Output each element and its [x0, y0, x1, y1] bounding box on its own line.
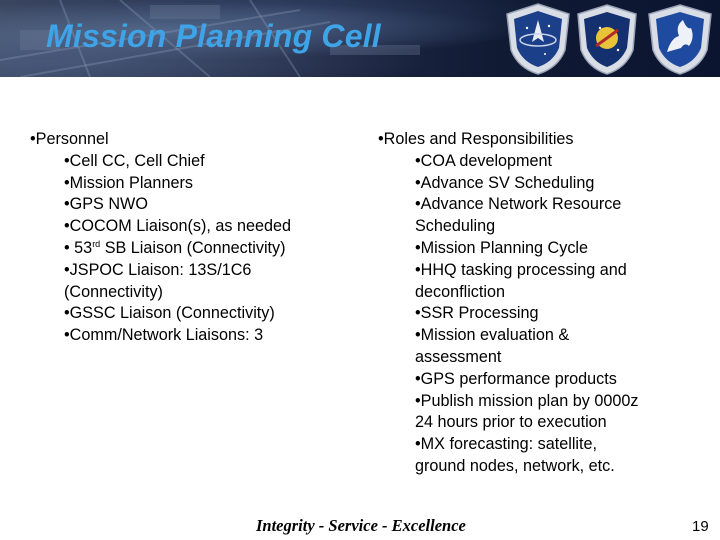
roles-heading: •Roles and Responsibilities [378, 130, 574, 148]
list-item: •JSPOC Liaison: 13S/1C6 [64, 260, 252, 279]
footer-motto: Integrity - Service - Excellence [256, 516, 466, 535]
list-item: •GPS performance products [415, 369, 617, 388]
list-item: •Cell CC, Cell Chief [64, 151, 205, 170]
list-item-continuation: assessment [415, 347, 502, 366]
list-item: •MX forecasting: satellite, [415, 435, 598, 454]
list-item: •GPS NWO [64, 195, 148, 214]
list-item: •COCOM Liaison(s), as needed [64, 217, 291, 236]
list-item: •HHQ tasking processing and [415, 260, 627, 279]
list-item-continuation: ground nodes, network, etc. [415, 456, 615, 475]
list-item: •SSR Processing [415, 304, 539, 323]
header-banner [0, 0, 720, 77]
list-item: •Publish mission plan by 0000z [415, 391, 639, 410]
roles-column [378, 129, 678, 478]
space-command-shield-icon [503, 2, 573, 76]
personnel-column [30, 129, 350, 347]
list-item: • 53rd SB Liaison (Connectivity) [64, 238, 286, 257]
pegasus-shield-icon [645, 2, 715, 76]
list-item: •Mission Planners [64, 173, 193, 192]
list-item: •COA development [415, 151, 553, 170]
list-item: •Mission Planning Cycle [415, 238, 589, 257]
page-number: 19 [692, 518, 709, 535]
list-item: •Comm/Network Liaisons: 3 [64, 326, 264, 345]
list-item-continuation: 24 hours prior to execution [415, 413, 607, 432]
list-item-continuation: (Connectivity) [64, 282, 163, 301]
personnel-heading: •Personnel [30, 130, 109, 148]
list-item-continuation: deconfliction [415, 282, 505, 301]
list-item: •Mission evaluation & [415, 326, 570, 345]
slide-title: Mission Planning Cell [46, 18, 381, 54]
list-item-continuation: Scheduling [415, 217, 496, 236]
list-item: •GSSC Liaison (Connectivity) [64, 304, 275, 323]
squadron-shield-icon [574, 2, 640, 76]
list-item: •Advance Network Resource [415, 195, 622, 214]
list-item: •Advance SV Scheduling [415, 173, 595, 192]
